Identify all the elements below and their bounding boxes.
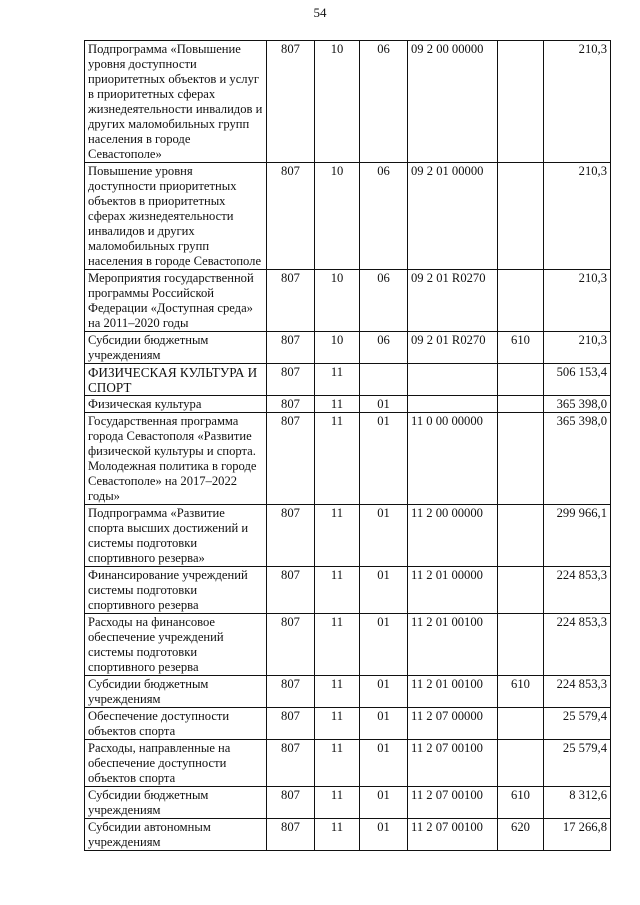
row-section: 11 (315, 740, 360, 787)
row-subsection: 01 (360, 396, 408, 413)
row-subsection: 01 (360, 505, 408, 567)
row-amount: 299 966,1 (544, 505, 611, 567)
row-name: Финансирование учреждений системы подготовки спортивного резерва (85, 567, 267, 614)
row-expense-type (498, 505, 544, 567)
row-amount: 224 853,3 (544, 614, 611, 676)
row-grbs: 807 (267, 567, 315, 614)
row-target-article: 09 2 01 R0270 (408, 270, 498, 332)
row-target-article: 11 2 01 00100 (408, 614, 498, 676)
row-amount: 8 312,6 (544, 787, 611, 819)
row-expense-type (498, 614, 544, 676)
row-grbs: 807 (267, 505, 315, 567)
row-name: Подпрограмма «Развитие спорта высших достижений и системы подготовки спортивного резерва» (85, 505, 267, 567)
row-target-article (408, 396, 498, 413)
row-amount: 210,3 (544, 41, 611, 163)
row-target-article: 11 2 01 00100 (408, 676, 498, 708)
table-row (85, 270, 611, 332)
row-amount: 210,3 (544, 332, 611, 364)
row-expense-type (498, 567, 544, 614)
row-name: Обеспечение доступности объектов спорта (85, 708, 267, 740)
row-section: 11 (315, 614, 360, 676)
row-grbs: 807 (267, 740, 315, 787)
row-expense-type: 620 (498, 819, 544, 851)
row-amount: 506 153,4 (544, 364, 611, 396)
row-grbs: 807 (267, 819, 315, 851)
row-subsection (360, 364, 408, 396)
table-row (85, 396, 611, 413)
row-subsection: 01 (360, 819, 408, 851)
row-section: 11 (315, 787, 360, 819)
row-target-article: 11 2 07 00100 (408, 740, 498, 787)
row-amount: 224 853,3 (544, 567, 611, 614)
row-subsection: 01 (360, 740, 408, 787)
row-target-article: 11 2 07 00000 (408, 708, 498, 740)
row-grbs: 807 (267, 396, 315, 413)
row-section: 11 (315, 567, 360, 614)
row-grbs: 807 (267, 270, 315, 332)
row-subsection: 06 (360, 270, 408, 332)
row-grbs: 807 (267, 413, 315, 505)
row-name: Расходы на финансовое обеспечение учреждений системы подготовки спортивного резерва (85, 614, 267, 676)
row-section: 10 (315, 270, 360, 332)
row-subsection: 01 (360, 708, 408, 740)
row-section: 11 (315, 676, 360, 708)
row-expense-type: 610 (498, 787, 544, 819)
row-name: Физическая культура (85, 396, 267, 413)
row-expense-type: 610 (498, 332, 544, 364)
row-name: Повышение уровня доступности приоритетных объектов в приоритетных сферах жизнедеятельности инвалидов и других маломобильных групп населения в городе Севастополе (85, 163, 267, 270)
table-row (85, 163, 611, 270)
row-name: Подпрограмма «Повышение уровня доступности приоритетных объектов и услуг в приоритетных сферах жизнедеятельности инвалидов и других маломобильных групп населения в городе Севастополе» (85, 41, 267, 163)
row-target-article: 09 2 01 R0270 (408, 332, 498, 364)
row-grbs: 807 (267, 332, 315, 364)
row-target-article: 11 2 01 00000 (408, 567, 498, 614)
row-section: 11 (315, 505, 360, 567)
row-amount: 365 398,0 (544, 413, 611, 505)
row-amount: 17 266,8 (544, 819, 611, 851)
row-target-article: 11 2 00 00000 (408, 505, 498, 567)
row-expense-type (498, 41, 544, 163)
row-name: ФИЗИЧЕСКАЯ КУЛЬТУРА И СПОРТ (85, 364, 267, 396)
row-amount: 224 853,3 (544, 676, 611, 708)
table-row (85, 676, 611, 708)
page-number: 54 (313, 5, 327, 20)
row-expense-type (498, 413, 544, 505)
row-subsection: 01 (360, 567, 408, 614)
table-row (85, 567, 611, 614)
row-section: 11 (315, 819, 360, 851)
row-target-article: 09 2 00 00000 (408, 41, 498, 163)
table-row (85, 708, 611, 740)
row-subsection: 01 (360, 614, 408, 676)
row-name: Мероприятия государственной программы Российской Федерации «Доступная среда» на 2011–2020 годы (85, 270, 267, 332)
row-section: 10 (315, 41, 360, 163)
table-row (85, 614, 611, 676)
row-grbs: 807 (267, 787, 315, 819)
row-grbs: 807 (267, 676, 315, 708)
row-name: Государственная программа города Севастополя «Развитие физической культуры и спорта. Молодежная политика в городе Севастополе» на 2017–2022 годы» (85, 413, 267, 505)
row-grbs: 807 (267, 364, 315, 396)
row-section: 11 (315, 364, 360, 396)
row-name: Субсидии бюджетным учреждениям (85, 676, 267, 708)
row-target-article (408, 364, 498, 396)
budget-table (84, 40, 611, 851)
row-amount: 365 398,0 (544, 396, 611, 413)
table-row (85, 819, 611, 851)
table-row (85, 505, 611, 567)
row-target-article: 11 0 00 00000 (408, 413, 498, 505)
row-name: Субсидии бюджетным учреждениям (85, 787, 267, 819)
row-grbs: 807 (267, 41, 315, 163)
row-subsection: 01 (360, 676, 408, 708)
row-subsection: 01 (360, 787, 408, 819)
row-grbs: 807 (267, 708, 315, 740)
row-amount: 25 579,4 (544, 740, 611, 787)
row-expense-type (498, 270, 544, 332)
row-name: Субсидии автономным учреждениям (85, 819, 267, 851)
row-amount: 25 579,4 (544, 708, 611, 740)
row-target-article: 09 2 01 00000 (408, 163, 498, 270)
table-row (85, 41, 611, 163)
row-subsection: 06 (360, 163, 408, 270)
row-grbs: 807 (267, 614, 315, 676)
table-row (85, 332, 611, 364)
row-subsection: 06 (360, 332, 408, 364)
row-section: 11 (315, 396, 360, 413)
row-name: Субсидии бюджетным учреждениям (85, 332, 267, 364)
table-row (85, 364, 611, 396)
table-row (85, 787, 611, 819)
row-expense-type (498, 163, 544, 270)
row-grbs: 807 (267, 163, 315, 270)
table-row (85, 413, 611, 505)
row-section: 11 (315, 413, 360, 505)
row-subsection: 01 (360, 413, 408, 505)
row-expense-type (498, 740, 544, 787)
row-target-article: 11 2 07 00100 (408, 819, 498, 851)
row-subsection: 06 (360, 41, 408, 163)
row-name: Расходы, направленные на обеспечение доступности объектов спорта (85, 740, 267, 787)
row-target-article: 11 2 07 00100 (408, 787, 498, 819)
row-expense-type (498, 364, 544, 396)
row-amount: 210,3 (544, 270, 611, 332)
table-row (85, 740, 611, 787)
row-section: 10 (315, 332, 360, 364)
row-expense-type (498, 396, 544, 413)
row-section: 11 (315, 708, 360, 740)
row-expense-type: 610 (498, 676, 544, 708)
row-amount: 210,3 (544, 163, 611, 270)
row-section: 10 (315, 163, 360, 270)
row-expense-type (498, 708, 544, 740)
